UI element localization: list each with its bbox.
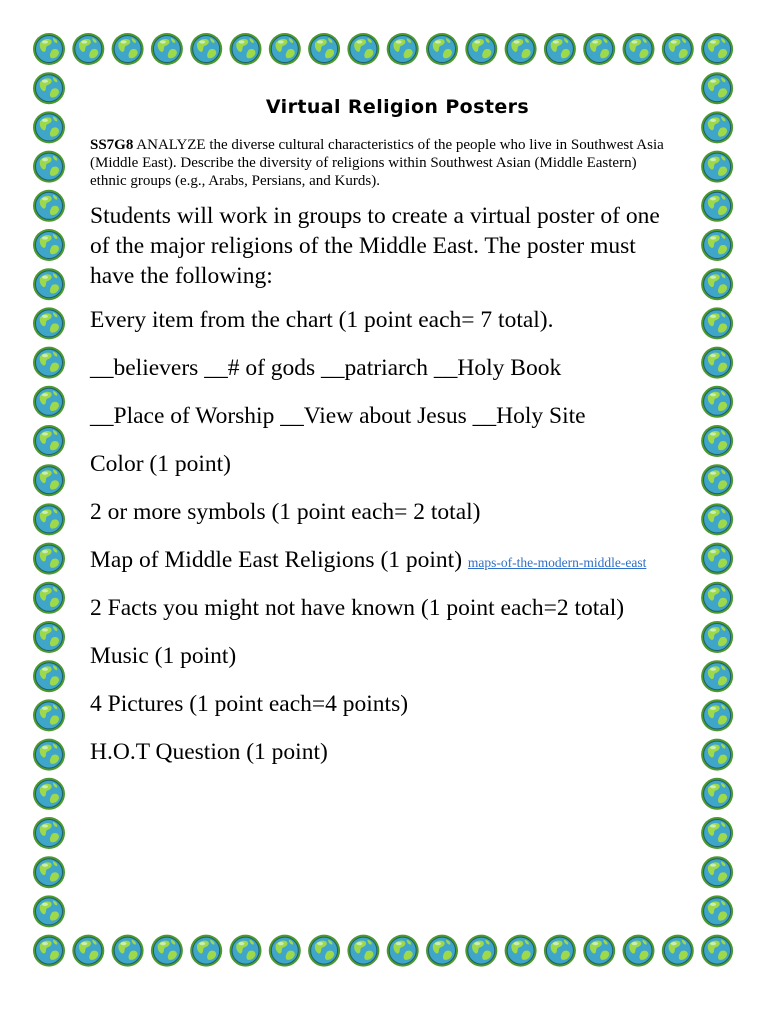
requirement-item: 2 or more symbols (1 point each= 2 total): [90, 499, 481, 525]
globe-icon: [33, 111, 65, 143]
globe-icon: [33, 621, 65, 653]
globe-icon: [465, 935, 497, 967]
globe-icon: [190, 935, 222, 967]
intro-paragraph: Students will work in groups to create a virtual poster of one of the major religions of the Middle East. The poster must have the following:: [90, 203, 660, 289]
globe-icon: [701, 151, 733, 183]
globe-icon: [33, 503, 65, 535]
requirement-item: Music (1 point): [90, 643, 237, 669]
page-title: Virtual Religion Posters: [265, 96, 530, 118]
globe-icon: [33, 660, 65, 692]
globe-icon: [33, 347, 65, 379]
globe-icon: [33, 307, 65, 339]
document-body: [90, 96, 675, 785]
globe-icon: [72, 935, 104, 967]
globe-icon: [623, 935, 655, 967]
globe-icon: [33, 817, 65, 849]
globe-icon: [33, 582, 65, 614]
standard-paragraph: [90, 136, 675, 190]
globe-icon: [33, 151, 65, 183]
globe-icon: [33, 699, 65, 731]
globe-icon: [33, 425, 65, 457]
globe-icon: [426, 33, 458, 65]
requirement-item: Every item from the chart (1 point each= 7 total).: [90, 307, 554, 333]
globe-icon: [701, 778, 733, 810]
globe-icon: [701, 464, 733, 496]
globe-icon: [33, 895, 65, 927]
globe-icon: [701, 268, 733, 300]
globe-icon: [308, 935, 340, 967]
globe-icon: [269, 33, 301, 65]
globe-icon: [33, 935, 65, 967]
globe-icon: [662, 33, 694, 65]
globe-icon: [33, 229, 65, 261]
globe-icon: [308, 33, 340, 65]
globe-icon: [33, 856, 65, 888]
globe-icon: [347, 33, 379, 65]
globe-icon: [662, 935, 694, 967]
globe-icon: [701, 935, 733, 967]
globe-icon: [623, 33, 655, 65]
requirement-item-map: [90, 545, 675, 575]
globe-icon: [701, 699, 733, 731]
globe-icon: [701, 582, 733, 614]
globe-icon: [33, 33, 65, 65]
globe-icon: [33, 386, 65, 418]
globe-icon: [465, 33, 497, 65]
globe-icon: [151, 935, 183, 967]
globe-icon: [544, 33, 576, 65]
globe-icon: [190, 33, 222, 65]
globe-icon: [701, 190, 733, 222]
globe-icon: [33, 268, 65, 300]
requirement-item: __believers __# of gods __patriarch __Holy Book: [90, 355, 562, 381]
globe-icon: [33, 739, 65, 771]
globe-icon: [33, 72, 65, 104]
globe-icon: [112, 935, 144, 967]
standard-text: ANALYZE the diverse cultural characteristics of the people who live in Southwest Asia (Middle East). Describe the diversity of religions within Southwest Asian (Middle Eastern) ethnic groups (e.g., Arabs, Persians, and Kurds).: [90, 137, 664, 189]
globe-icon: [72, 33, 104, 65]
globe-icon: [701, 229, 733, 261]
requirement-item: H.O.T Question (1 point): [90, 739, 328, 765]
globe-icon: [701, 347, 733, 379]
globe-icon: [33, 778, 65, 810]
globe-icon: [701, 543, 733, 575]
globe-icon: [33, 190, 65, 222]
globe-icon: [701, 621, 733, 653]
globe-icon: [347, 935, 379, 967]
globe-icon: [583, 935, 615, 967]
globe-icon: [387, 935, 419, 967]
globe-icon: [701, 660, 733, 692]
globe-icon: [701, 739, 733, 771]
globe-icon: [701, 856, 733, 888]
globe-icon: [701, 895, 733, 927]
map-requirement-text: Map of Middle East Religions (1 point): [90, 547, 463, 573]
globe-icon: [387, 33, 419, 65]
globe-icon: [701, 386, 733, 418]
requirement-item: 2 Facts you might not have known (1 point each=2 total): [90, 595, 625, 621]
globe-icon: [269, 935, 301, 967]
globe-icon: [701, 503, 733, 535]
globe-icon: [544, 935, 576, 967]
globe-icon: [230, 935, 262, 967]
globe-icon: [505, 33, 537, 65]
globe-icon: [112, 33, 144, 65]
requirement-item: __Place of Worship __View about Jesus __Holy Site: [90, 403, 586, 429]
globe-icon: [426, 935, 458, 967]
globe-icon: [701, 111, 733, 143]
globe-icon: [151, 33, 183, 65]
globe-icon: [701, 307, 733, 339]
requirement-item: Color (1 point): [90, 451, 231, 477]
globe-icon: [33, 543, 65, 575]
globe-icon: [701, 425, 733, 457]
globe-icon: [583, 33, 615, 65]
globe-icon: [701, 72, 733, 104]
globe-icon: [505, 935, 537, 967]
globe-icon: [701, 33, 733, 65]
maps-link[interactable]: maps-of-the-modern-middle-east: [467, 555, 647, 570]
requirement-item: 4 Pictures (1 point each=4 points): [90, 691, 409, 717]
globe-icon: [33, 464, 65, 496]
standard-code: SS7G8: [90, 137, 134, 153]
globe-icon: [230, 33, 262, 65]
globe-icon: [701, 817, 733, 849]
